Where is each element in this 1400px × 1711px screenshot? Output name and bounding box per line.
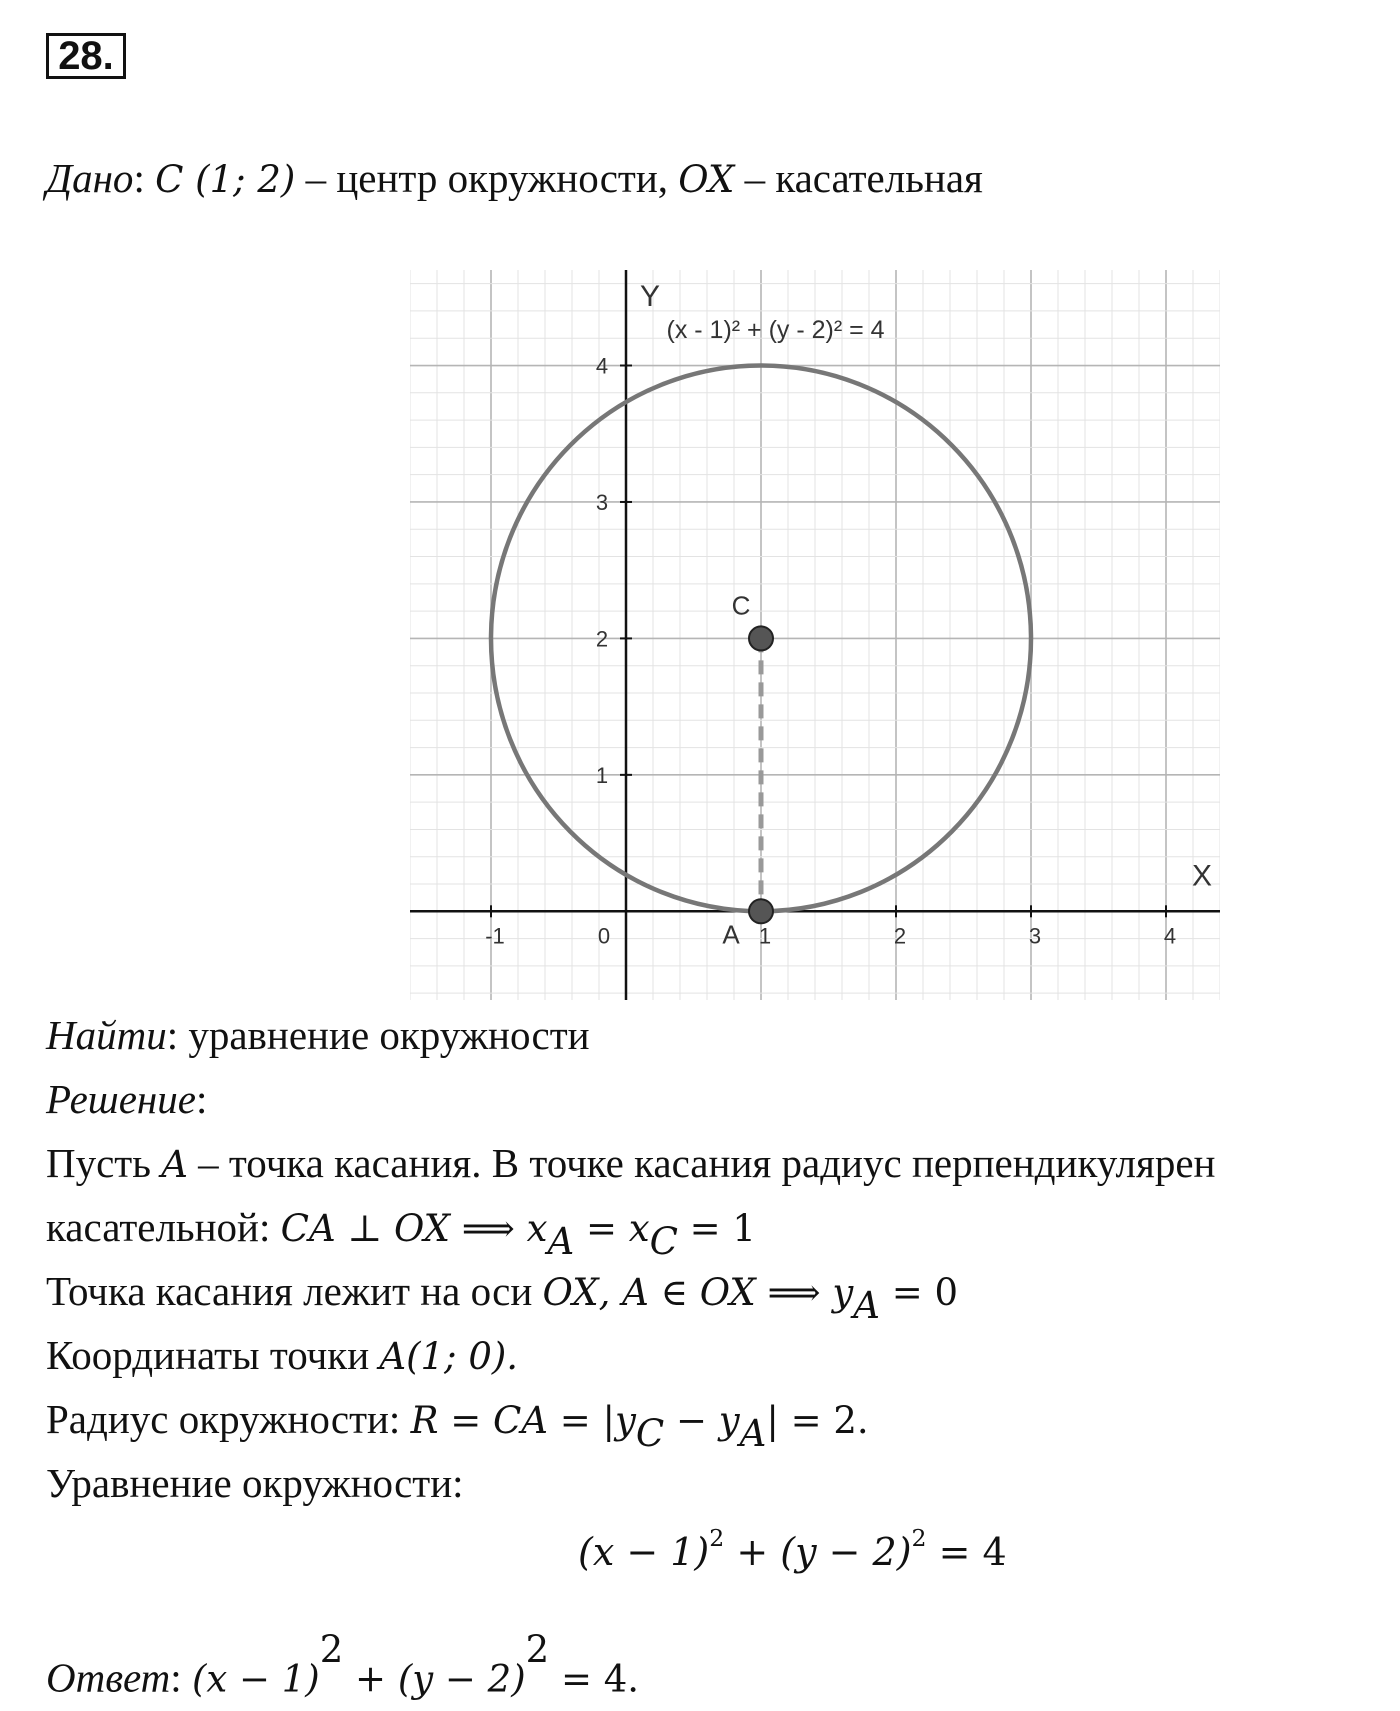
given-axis: OX: [678, 158, 735, 201]
line1-pre: Пусть: [46, 1140, 162, 1186]
y-tick-label: 4: [595, 353, 609, 379]
line5-sub1: C: [635, 1411, 665, 1455]
x-axis-label: X: [1191, 859, 1213, 893]
y-axis-label: Y: [639, 280, 661, 313]
line4-pre: Координаты точки: [46, 1332, 380, 1378]
eq-part-a: (x − 1): [578, 1530, 710, 1574]
line5-end: | = 2.: [766, 1399, 869, 1442]
line2-mid: = x: [574, 1207, 650, 1250]
given-text1: – центр окружности,: [295, 155, 679, 201]
y-tick-label: 1: [595, 762, 609, 788]
given-text2: – касательная: [734, 155, 983, 201]
solution-line-4: [46, 1330, 518, 1382]
line5-math: R = CA = |y: [410, 1399, 636, 1442]
solution-line-2: [46, 1202, 756, 1263]
problem-number: 28.: [46, 33, 126, 79]
answer-exp-2: 2: [525, 1628, 550, 1671]
line1-post: – точка касания. В точке касания радиус перпендикулярен: [187, 1140, 1216, 1186]
line1-var: A: [161, 1143, 188, 1186]
answer-exp-1: 2: [319, 1628, 344, 1671]
line2-sub2: C: [649, 1219, 678, 1263]
point-c: [749, 626, 773, 650]
solution-line-3: [46, 1266, 959, 1327]
line5-sub2: A: [739, 1411, 767, 1455]
line3-end: = 0: [879, 1271, 959, 1314]
answer-label: Ответ: [46, 1654, 171, 1701]
point-c-label: C: [731, 590, 751, 621]
x-tick-label: 0: [597, 923, 611, 949]
solution-heading: Решение:: [46, 1076, 208, 1122]
given-point: C (1; 2): [155, 158, 296, 201]
line3-math: OX, A ∈ OX ⟹ y: [542, 1271, 854, 1314]
answer-part-c: = 4.: [549, 1657, 640, 1701]
solution-line-1: [46, 1138, 1215, 1190]
line4-math: A(1; 0).: [379, 1335, 519, 1378]
x-tick-label: 3: [1028, 923, 1042, 949]
answer-part-b: + (y − 2): [343, 1657, 526, 1701]
y-tick-label: 2: [595, 626, 609, 652]
given-label: Дано: [46, 155, 134, 201]
point-a-label: A: [722, 919, 740, 950]
line3-sub: A: [853, 1283, 880, 1327]
point-a: [749, 899, 773, 923]
eq-exp-2: 2: [911, 1524, 927, 1553]
line2-sub1: A: [547, 1219, 575, 1263]
x-tick-label: 1: [758, 923, 772, 949]
find-text: : уравнение окружности: [166, 1012, 590, 1058]
answer-part-a: (x − 1): [191, 1657, 320, 1701]
answer-line: [46, 1628, 640, 1705]
eq-exp-1: 2: [709, 1524, 725, 1553]
find-label: Найти: [46, 1012, 167, 1058]
line2-end: = 1: [677, 1207, 756, 1250]
line3-pre: Точка касания лежит на оси: [46, 1268, 543, 1314]
eq-part-b: + (y − 2): [724, 1530, 912, 1574]
line5-pre: Радиус окружности:: [46, 1396, 411, 1442]
x-tick-label: 2: [893, 923, 907, 949]
line5-mid: − y: [664, 1399, 740, 1442]
solution-line-6: Уравнение окружности:: [46, 1460, 464, 1506]
solution-label: Решение: [46, 1076, 196, 1122]
x-tick-label: 4: [1163, 923, 1177, 949]
given-line: Дано: C (1; 2) – центр окружности, OX – касательная: [46, 155, 983, 201]
find-line: [46, 1010, 590, 1060]
line2-math: CA ⊥ OX ⟹ x: [280, 1207, 548, 1250]
answer-pre: :: [170, 1654, 192, 1701]
x-tick-label: -1: [485, 923, 505, 949]
solution-line-5: [46, 1394, 869, 1455]
y-tick-label: 3: [595, 489, 609, 515]
line2-pre: касательной:: [46, 1204, 281, 1250]
circle-graph: [410, 270, 1220, 1000]
circle-equation-label: (x - 1)² + (y - 2)² = 4: [666, 316, 885, 345]
eq-part-c: = 4: [926, 1530, 1007, 1574]
circle-equation: [578, 1524, 1007, 1574]
